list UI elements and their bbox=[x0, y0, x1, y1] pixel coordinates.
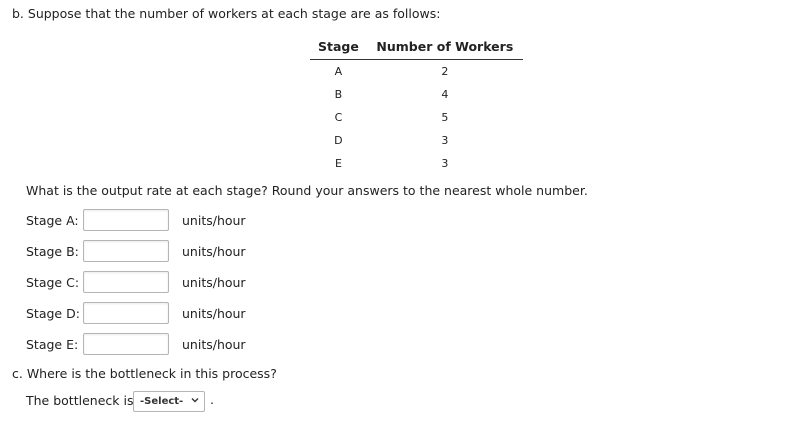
part-b-heading: b. Suppose that the number of workers at each stage are as follows: bbox=[12, 6, 441, 21]
workers-cell: 3 bbox=[441, 157, 449, 170]
stage-a-label: Stage A: bbox=[26, 213, 79, 228]
workers-table bbox=[310, 37, 523, 175]
table-row bbox=[310, 106, 523, 129]
part-c-heading: c. Where is the bottleneck in this process? bbox=[12, 366, 277, 381]
table-row bbox=[310, 152, 523, 175]
workers-column-header: Number of Workers bbox=[367, 37, 523, 60]
table-header-row bbox=[310, 37, 523, 60]
chevron-down-icon bbox=[191, 396, 199, 404]
stage-d-label: Stage D: bbox=[26, 306, 80, 321]
trailing-period: . bbox=[210, 392, 214, 407]
stage-e-output-input[interactable] bbox=[83, 333, 169, 355]
workers-cell: 4 bbox=[441, 88, 449, 101]
stage-d-output-input[interactable] bbox=[83, 302, 169, 324]
stage-cell: C bbox=[334, 111, 343, 124]
stage-c-label: Stage C: bbox=[26, 275, 80, 290]
output-rate-question: What is the output rate at each stage? Round your answers to the nearest whole number. bbox=[26, 183, 588, 198]
bottleneck-select[interactable] bbox=[133, 391, 205, 412]
stage-b-label: Stage B: bbox=[26, 244, 79, 259]
stage-cell: D bbox=[334, 134, 343, 147]
stage-a-output-input[interactable] bbox=[83, 209, 169, 231]
bottleneck-prompt: The bottleneck is bbox=[26, 393, 134, 408]
table-row bbox=[310, 60, 523, 84]
stage-c-output-input[interactable] bbox=[83, 271, 169, 293]
stage-a-unit: units/hour bbox=[182, 213, 246, 228]
stage-b-unit: units/hour bbox=[182, 244, 246, 259]
stage-e-label: Stage E: bbox=[26, 337, 79, 352]
table-row bbox=[310, 83, 523, 106]
table-row bbox=[310, 129, 523, 152]
bottleneck-select-value: -Select- bbox=[140, 396, 184, 407]
stage-column-header: Stage bbox=[310, 37, 367, 60]
stage-b-output-input[interactable] bbox=[83, 240, 169, 262]
stage-c-unit: units/hour bbox=[182, 275, 246, 290]
workers-cell: 5 bbox=[441, 111, 449, 124]
stage-e-unit: units/hour bbox=[182, 337, 246, 352]
stage-d-unit: units/hour bbox=[182, 306, 246, 321]
workers-cell: 3 bbox=[441, 134, 449, 147]
workers-cell: 2 bbox=[441, 65, 449, 78]
stage-cell: B bbox=[334, 88, 343, 101]
stage-cell: E bbox=[334, 157, 342, 170]
stage-cell: A bbox=[334, 65, 343, 78]
